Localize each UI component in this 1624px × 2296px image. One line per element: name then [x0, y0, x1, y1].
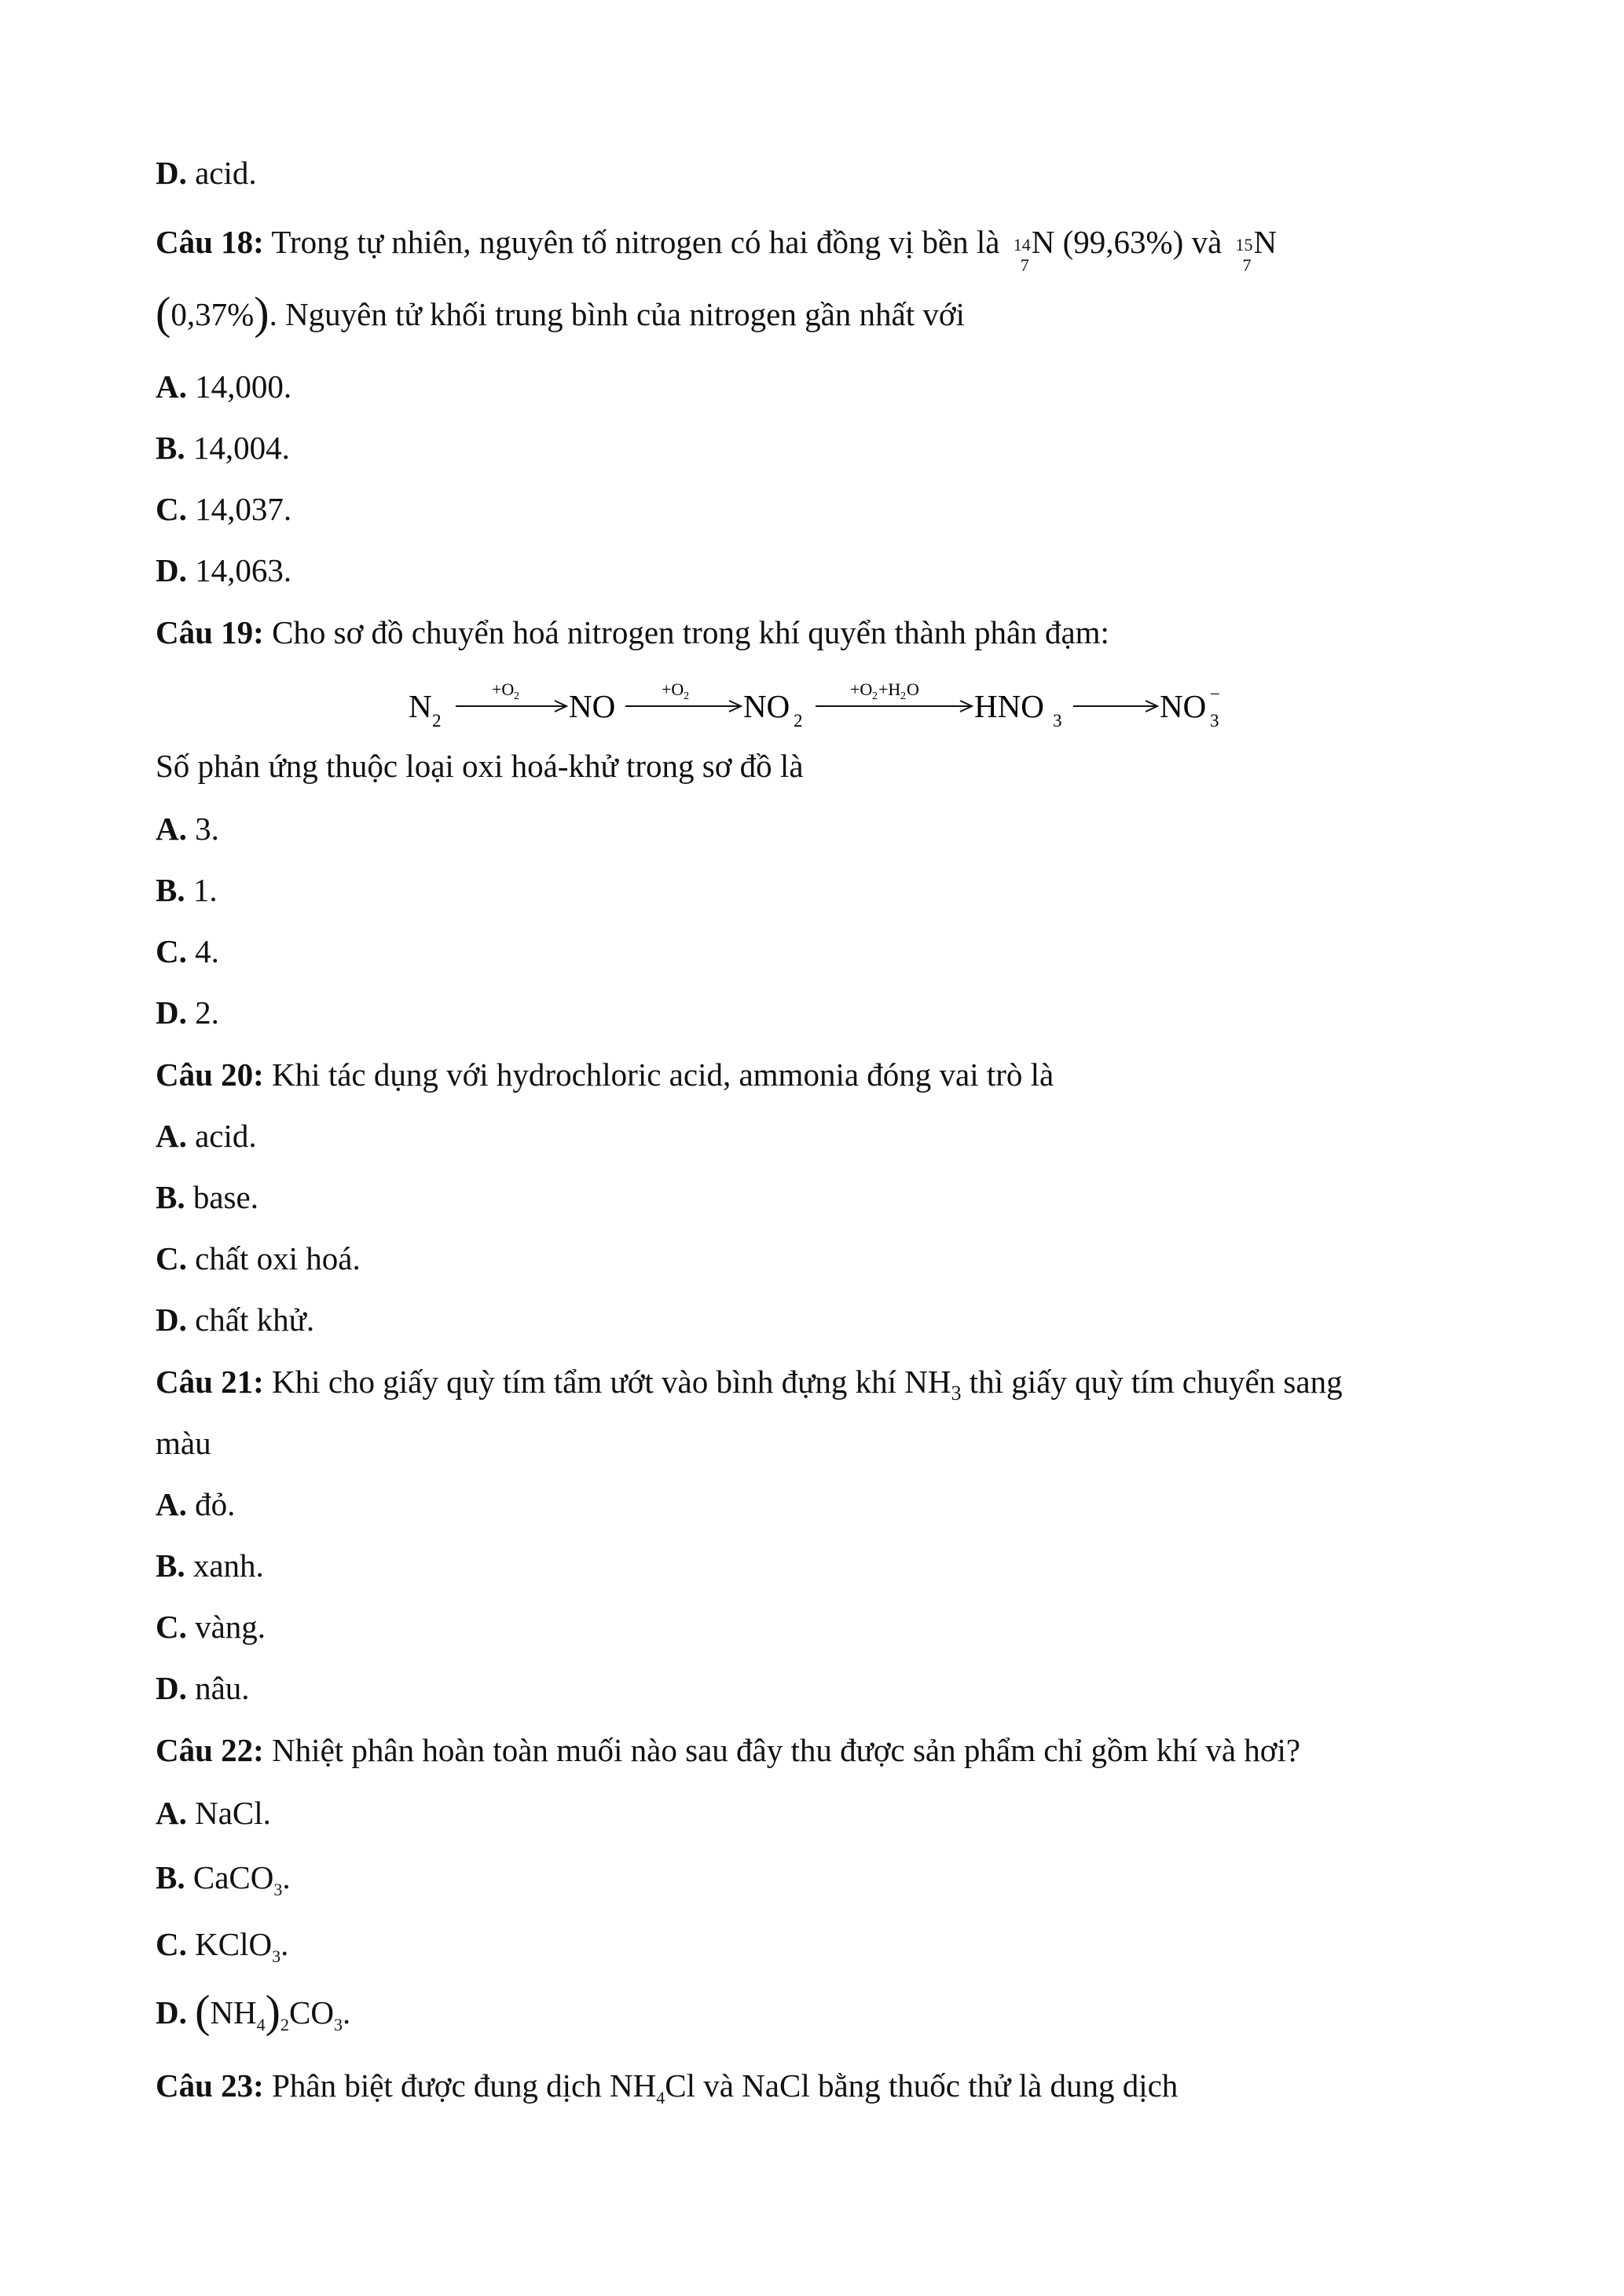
q20-option-a: A. acid.	[156, 1118, 257, 1154]
species-no3-minus	[1160, 684, 1220, 731]
q20-stem: Câu 20: Khi tác dụng với hydrochloric acid, ammonia đóng vai trò là	[156, 1056, 1054, 1093]
q19-stem: Câu 19: Cho sơ đồ chuyển hoá nitrogen trong khí quyển thành phân đạm:	[156, 614, 1109, 650]
q22-stem: Câu 22: Nhiệt phân hoàn toàn muối nào sau đây thu được sản phẩm chỉ gồm khí và hơi?	[156, 1732, 1301, 1768]
svg-text:O: O	[907, 679, 919, 699]
q21-option-b: B. xanh.	[156, 1547, 264, 1584]
q20-option-b: B. base.	[156, 1179, 258, 1215]
q23-stem: Câu 23: Phân biệt được đung dịch $NH_4Cl$ và NaCl bằng thuốc thử là dung dịch	[156, 2067, 1179, 2108]
species-no2	[743, 688, 803, 731]
q21-option-a: A. đỏ.	[156, 1486, 236, 1522]
svg-text:+O: +O	[492, 679, 515, 699]
svg-text:2: 2	[432, 711, 442, 731]
q21-stem-cont: màu	[156, 1425, 211, 1461]
q20-option-d: D. chất khử.	[156, 1302, 315, 1338]
q22-option-d: D. $(NH_4)_2CO_3$.	[156, 1986, 351, 2037]
svg-text:N: N	[409, 688, 432, 724]
q22-option-b: B. CaCO$_3$.	[156, 1859, 291, 1900]
svg-text:+O: +O	[662, 679, 684, 699]
q20-option-c: C. chất oxi hoá.	[156, 1240, 361, 1276]
q19-question: Số phản ứng thuộc loại oxi hoá-khử trong sơ đồ là	[156, 748, 804, 784]
svg-text:2: 2	[872, 690, 878, 702]
svg-text:−: −	[1210, 684, 1220, 704]
svg-text:NO: NO	[569, 688, 616, 724]
q21-option-d: D. nâu.	[156, 1670, 250, 1706]
svg-text:2: 2	[684, 690, 689, 702]
q19-option-c: C. 4.	[156, 933, 219, 969]
q18-stem: Câu 18: Trong tự nhiên, nguyên tố nitrogen có hai đồng vị bền là 14 7 N (99,63%) và 15 7 N	[156, 224, 1278, 275]
svg-text:NO: NO	[1160, 688, 1207, 724]
q21-option-c: C. vàng.	[156, 1609, 266, 1645]
arrow-3	[816, 679, 972, 712]
svg-text:3: 3	[1053, 711, 1062, 731]
svg-text:2: 2	[794, 711, 803, 731]
svg-text:+H: +H	[878, 679, 901, 699]
isotope-n15: 15 7	[1235, 234, 1253, 275]
svg-text:2: 2	[900, 690, 906, 702]
svg-text:3: 3	[1210, 711, 1219, 731]
arrow-1	[456, 679, 566, 712]
q18-stem-cont: (0,37%). Nguyên tử khối trung bình của nitrogen gần nhất với	[156, 287, 965, 339]
q22-option-c: C. KClO$_3$.	[156, 1926, 289, 1967]
species-hno3	[974, 688, 1062, 731]
arrow-2	[625, 679, 741, 712]
species-n2	[409, 688, 442, 731]
q22-option-a: A. NaCl.	[156, 1795, 271, 1831]
svg-text:NO: NO	[743, 688, 790, 724]
nitrogen-conversion-scheme	[409, 672, 1226, 734]
q19-option-d: D. 2.	[156, 994, 219, 1031]
q18-option-b: B. 14,004.	[156, 430, 290, 466]
arrow-4	[1073, 701, 1157, 712]
svg-text:HNO: HNO	[974, 688, 1044, 724]
q18-option-a: A. 14,000.	[156, 368, 292, 405]
q18-option-c: C. 14,037.	[156, 491, 292, 527]
svg-text:2: 2	[514, 690, 519, 702]
q17-option-d: D. acid.	[156, 155, 257, 191]
svg-text:+O: +O	[850, 679, 873, 699]
species-no	[569, 688, 615, 724]
q19-option-b: B. 1.	[156, 872, 218, 908]
q19-option-a: A. 3.	[156, 811, 219, 847]
q18-option-d: D. 14,063.	[156, 552, 292, 588]
q21-stem: Câu 21: Khi cho giấy quỳ tím tẩm ướt vào bình đựng khí $NH_3$ thì giấy quỳ tím chuyển sang	[156, 1364, 1343, 1405]
isotope-n14: 14 7	[1013, 234, 1031, 275]
